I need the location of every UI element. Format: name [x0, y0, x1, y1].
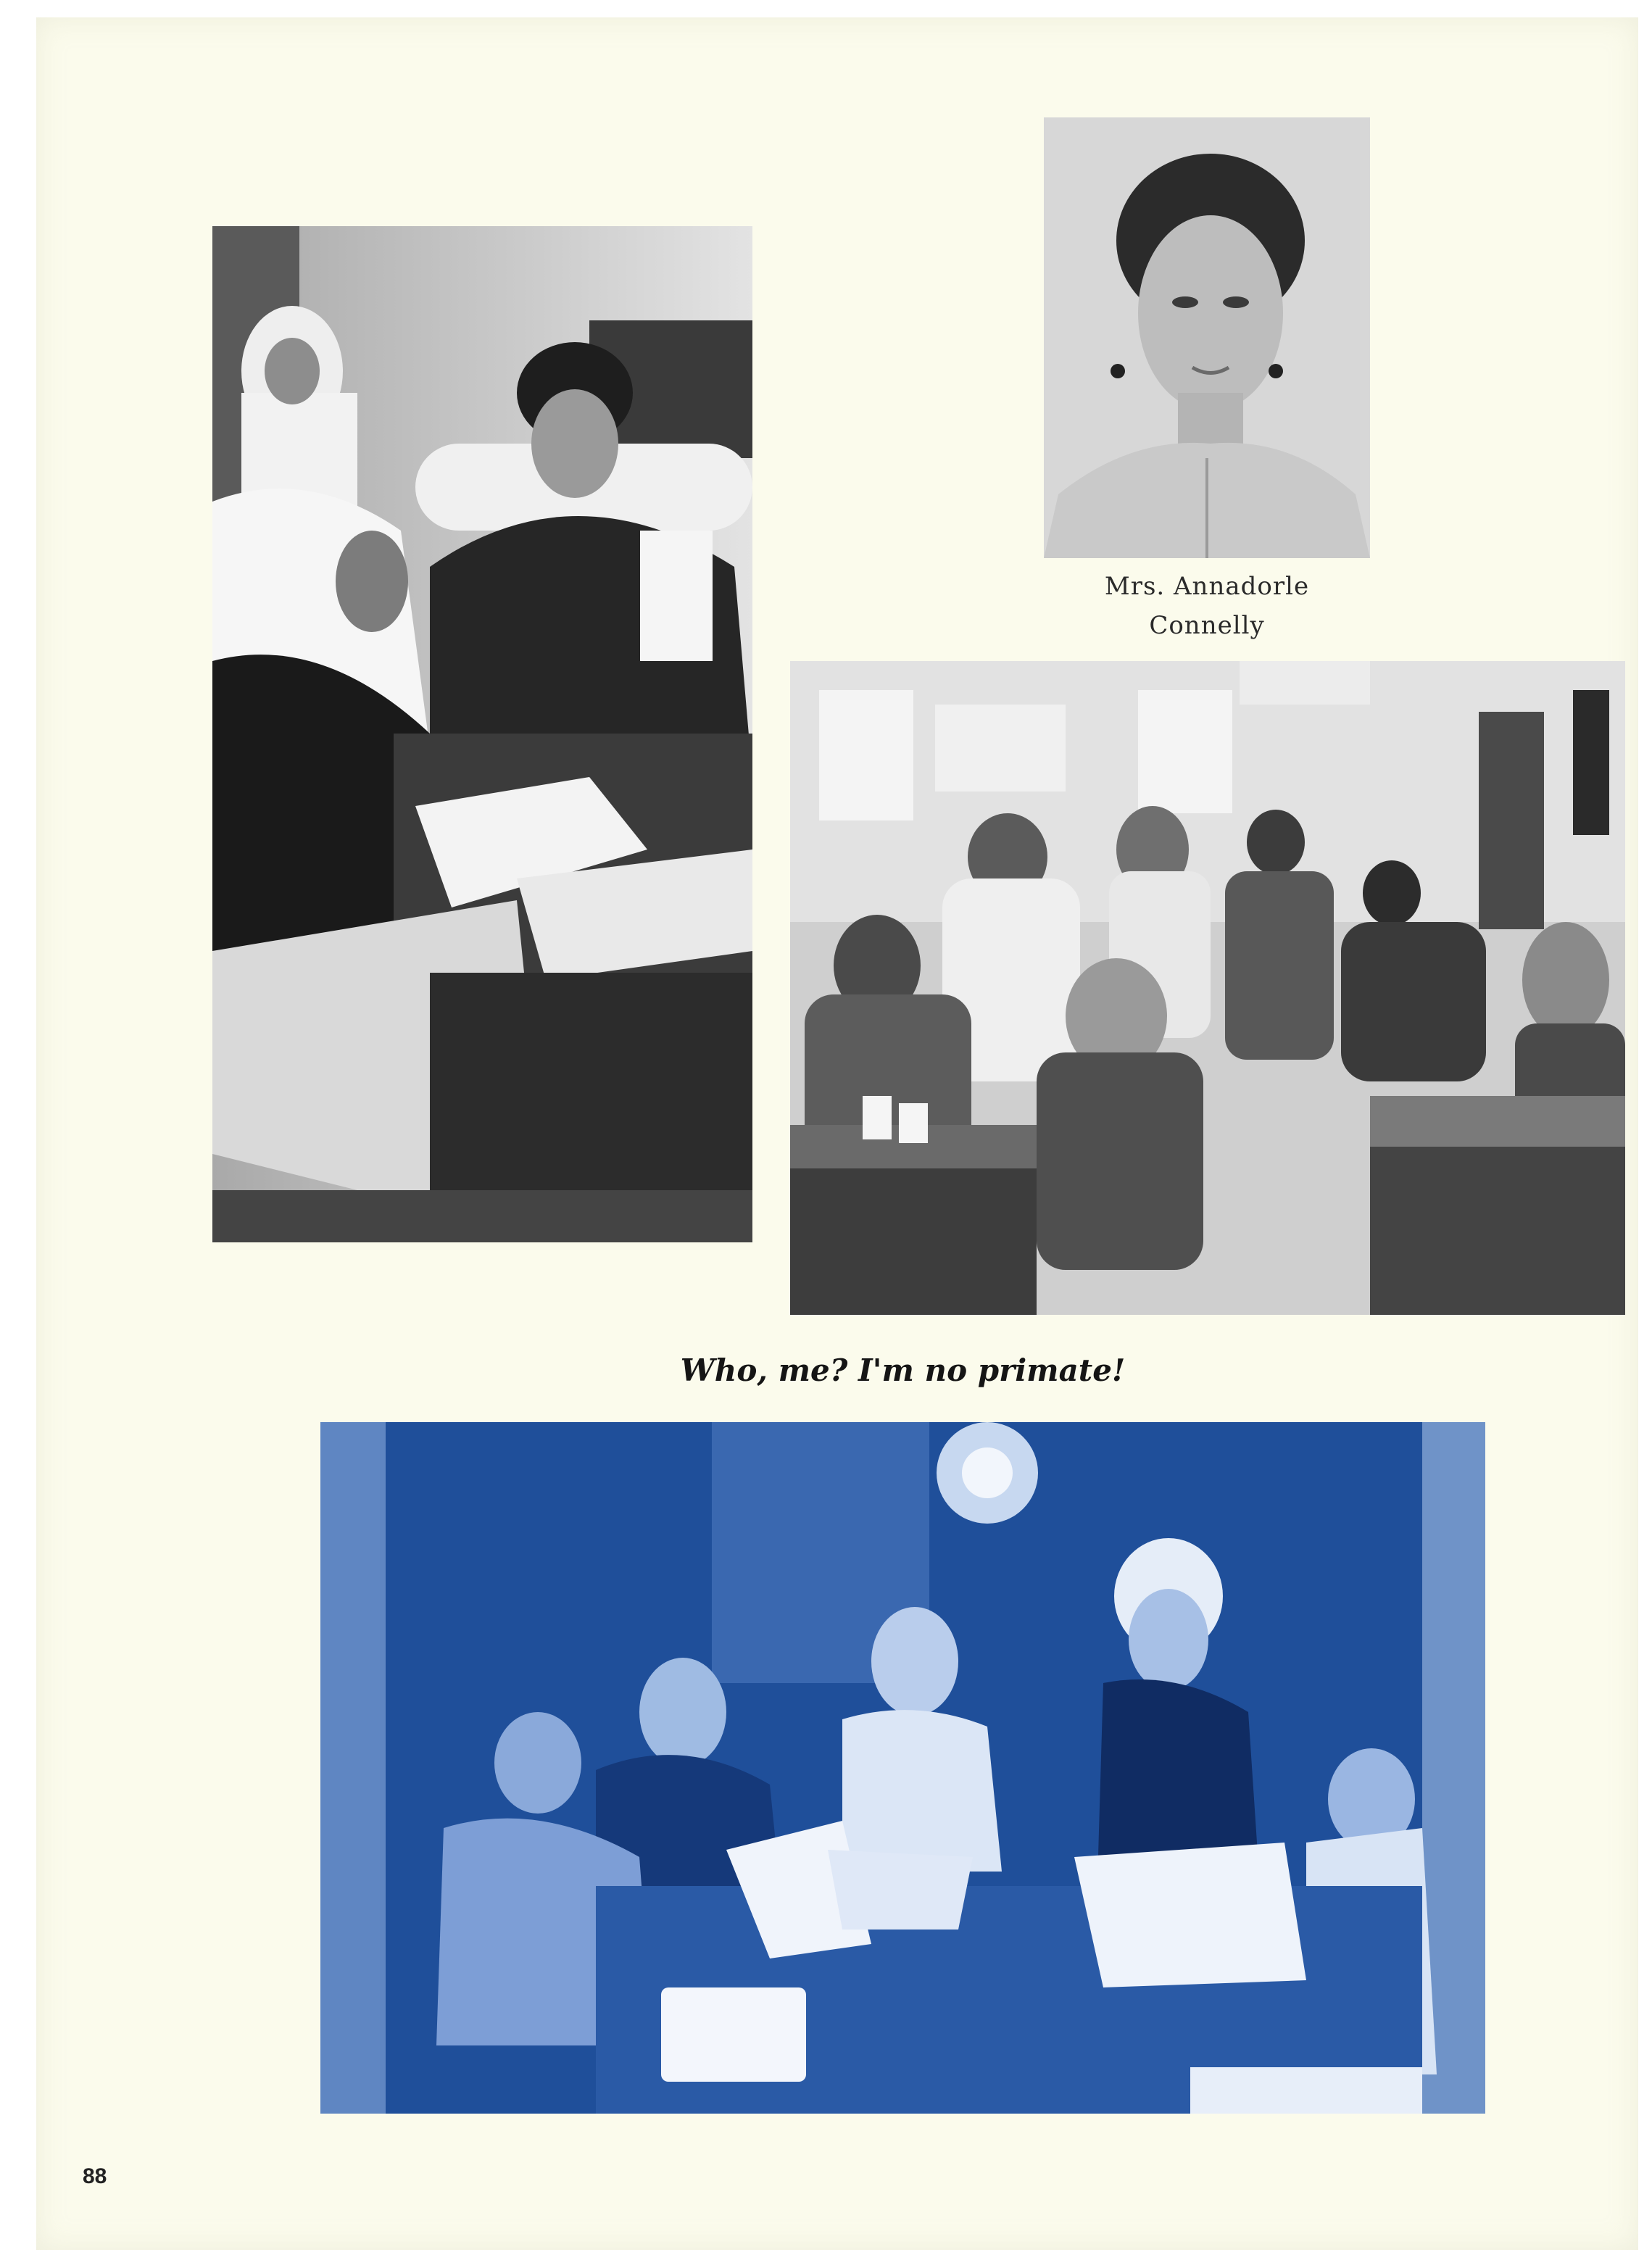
portrait-photo	[1044, 117, 1370, 558]
portrait-caption	[1044, 567, 1370, 645]
portrait-caption-line2: Connelly	[1149, 611, 1265, 640]
photo-sisters-at-table	[212, 226, 752, 1242]
page-number: 88	[83, 2164, 107, 2188]
portrait-caption-line1: Mrs. Annadorle	[1104, 572, 1310, 601]
photo-group-blue	[320, 1422, 1485, 2114]
photo-caption-quote: Who, me? I'm no primate!	[680, 1353, 1126, 1388]
yearbook-page	[36, 17, 1638, 2250]
photo-classroom	[790, 661, 1625, 1315]
